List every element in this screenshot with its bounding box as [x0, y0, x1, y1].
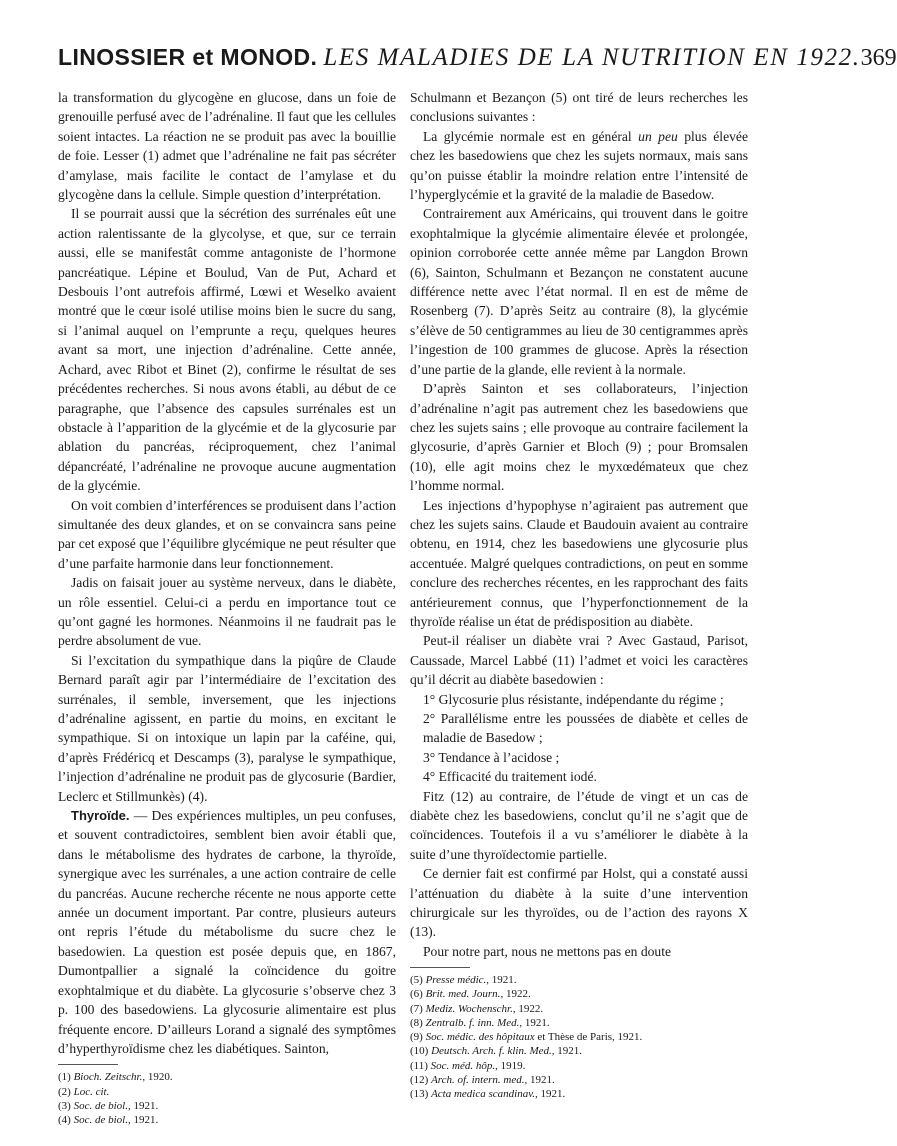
footnote: (6) Brit. med. Journ., 1922. [410, 988, 531, 1001]
italic-emphasis: un peu [638, 128, 678, 144]
footnote: (8) Zentralb. f. inn. Med., 1921. [410, 1016, 550, 1029]
footnote: (5) Presse médic., 1921. [410, 974, 517, 987]
footnote-divider [58, 1064, 118, 1065]
footnotes-left [58, 1070, 396, 1127]
footnote: (13) Acta medica scandinav., 1921. [410, 1087, 566, 1100]
footnote: (10) Deutsch. Arch. f. klin. Med., 1921. [410, 1045, 582, 1058]
footnote: (1) Bioch. Zeitschr., 1920. [58, 1071, 173, 1084]
paragraph: Si l’excitation du sympathique dans la piqûre de Claude Bernard paraît agir par l’intermédiaire de l’excitation des surrénales, il semble, inversement, que les injections d’adrénaline agissent, en partie du moins, en excitant le sympathique. Si on intoxique un lapin par la caféine, qui, d’après Frédéricq et Descamps (3), paralyse le sympathique, l’injection d’adrénaline ne produit pas de glycosurie (Bardier, Leclerc et Stillmunkès) (4). [58, 652, 396, 804]
paragraph: Il se pourrait aussi que la sécrétion des surrénales eût une action ralentissante de la glycolyse, et que, sur ce terrain aussi, elle se manifestât comme antagoniste de l’hormone pancréatique. Lépine et Boulud, Van de Put, Achard et Desbouis l’ont autrefois affirmé, Lœwi et Weselko avaient montré que le cœur isolé utilise moins bien le sucre du sang, si l’animal auquel on l’emprunte a reçu, quelques heures avant sa mort, une injection d’adrénaline. Cette année, Achard, avec Ribot et Binet (2), confirme le résultat de ses précédentes recherches. Si nous avons établi, au début de ce paragraphe, que l’absence des capsules surrénales est un obstacle à l’apparition de la glycémie et de la glycosurie par ablation du pancréas, réciproquement, chez l’animal dépancréaté, l’adrénaline ne provoque aucune augmentation de la glycémie. [58, 206, 396, 494]
paragraph: Contrairement aux Américains, qui trouvent dans le goitre exophtalmique la glycémie alimentaire élevée et prolongée, opinion corroborée cette année même par Langdon Brown (6), Sainton, Schulmann et Bezançon ne constatent aucune différence nette avec l’état normal. Il en est de même de Rosenberg (7). D’après Seitz au contraire (8), la glycémie s’élève de 50 centigrammes au lieu de 30 centigrammes après l’ingestion de 100 grammes de glucose. Après la résection d’une partie de la glande, elle revient à la normale. [410, 206, 748, 377]
paragraph: D’après Sainton et ses collaborateurs, l’injection d’adrénaline n’agit pas autrement chez les basedowiens que chez les sujets sains ; elle provoque au contraire facilement la glycosurie, d’après Garnier et Bloch (9) ; pour Bromsalen (10), elle agit moins chez le myxœdémateux que chez l’homme normal. [410, 381, 748, 494]
running-header [58, 44, 897, 84]
footnotes-right [410, 973, 748, 1101]
paragraph: Schulmann et Bezançon (5) ont tiré de leurs recherches les conclusions suivantes : [410, 90, 748, 125]
page-number: 369 [860, 45, 897, 71]
header-authors: LINOSSIER et MONOD. [58, 44, 318, 70]
footnote: (9) Soc. médic. des hôpitaux et Thèse de Paris, 1921. [410, 1031, 643, 1044]
list-item: 3° Tendance à l’acidose ; [423, 749, 560, 765]
paragraph: La glycémie normale est en général un peu plus élevée chez les basedowiens que chez les sujets normaux, mais sans qu’on puisse établir la moindre relation entre l’intensité de l’hyperglycémie et la gravité de la maladie de Basedow. [410, 128, 748, 203]
list-item: 2° Parallélisme entre les poussées de diabète et celles de maladie de Basedow ; [423, 711, 748, 746]
footnote: (7) Mediz. Wochenschr., 1922. [410, 1002, 544, 1015]
paragraph-thyroide [58, 806, 396, 1058]
section-heading-thyroide: Thyroïde. [71, 808, 130, 824]
list-item: 1° Glycosurie plus résistante, indépendante du régime ; [423, 691, 724, 707]
paragraph: Fitz (12) au contraire, de l’étude de vingt et un cas de diabète chez les basedowiens, conclut qu’il ne s’agit que de coïncidences. Toutefois il a vu s’améliorer le diabète à la suite d’une thyroïdectomie partielle. [410, 788, 748, 862]
paragraph: On voit combien d’interférences se produisent dans l’action simultanée des deux glandes, et on se convaincra sans peine par cet exposé que l’équilibre glycémique ne peut résulter que d’une parfaite harmonie dans leur fonctionnement. [58, 497, 397, 571]
paragraph-text: — Des expériences multiples, un peu confuses, et souvent contradictoires, semblent bien avoir établi que, dans le métabolisme des hydrates de carbone, la thyroïde, synergique avec les surrénales, a une action contraire de celle du pancréas. Aucune recherche récente ne nous apporte cette année un document important. Par contre, plusieurs auteurs ont repris l’étude du métabolisme du sucre chez le basedowien. La question est posée depuis que, en 1867, Dumontpallier a signalé la coïncidence du goitre exophtalmique et du diabète. La glycosurie s’observe chez 3 p. 100 des basedowiens. La glycosurie alimentaire est plus fréquente encore. D’ailleurs Lorand a signalé des symptômes d’hyperthyroïdisme chez les diabétiques. Sainton, [58, 808, 396, 1056]
paragraph: Jadis on faisait jouer au système nerveux, dans le diabète, un rôle essentiel. Celui-ci a perdu en importance tout ce qu’ont gagné les hormones. Néanmoins il ne faudrait pas le perdre absolument de vue. [58, 575, 396, 649]
footnote: (11) Soc. méd. hôp., 1919. [410, 1059, 526, 1072]
right-column [410, 88, 748, 1101]
footnote: (3) Soc. de biol., 1921. [58, 1099, 159, 1112]
footnote: (4) Soc. de biol., 1921. [58, 1113, 159, 1126]
footnote: (2) Loc. cit. [58, 1085, 110, 1098]
paragraph: la transformation du glycogène en glucose, dans un foie de grenouille perfusé avec de l’adrénaline. Il faut que les cellules soient intactes. La réaction ne se produit pas avec la bouillie de foie. Lesser (1) admet que l’adrénaline ne fait pas sécréter d’amylase, mais facilite le contact de l’amylase et du glycogène dans la cellule. Simple question d’interprétation. [58, 90, 396, 203]
paragraph: Les injections d’hypophyse n’agiraient pas autrement que chez les sujets sains. Claude et Baudouin avaient au contraire obtenu, en 1914, chez les basedowiens une glycosurie plus accentuée. Malgré quelques contradictions, on peut en somme conclure des recherches récentes, en les rapprochant des faits antérieurement connus, que l’hyperfonctionnement de la thyroïde réalise un état de prédisposition au diabète. [410, 497, 748, 629]
left-column [58, 88, 396, 1127]
footnote: (12) Arch. of. intern. med., 1921. [410, 1073, 555, 1086]
paragraph: Pour notre part, nous ne mettons pas en doute [423, 943, 672, 959]
paragraph: Ce dernier fait est confirmé par Holst, qui a constaté aussi l’atténuation du diabète à la suite d’une intervention chirurgicale sur les thyroïdes, ou de l’action des rayons X (13). [410, 866, 748, 940]
header-title: LES MALADIES DE LA NUTRITION EN 1922. [323, 44, 861, 71]
list-item: 4° Efficacité du traitement iodé. [423, 769, 597, 785]
footnote-divider [410, 967, 470, 968]
paragraph: Peut-il réaliser un diabète vrai ? Avec Gastaud, Parisot, Caussade, Marcel Labbé (11) l’admet et voici les caractères qu’il décrit au diabète basedowien : [410, 633, 748, 688]
